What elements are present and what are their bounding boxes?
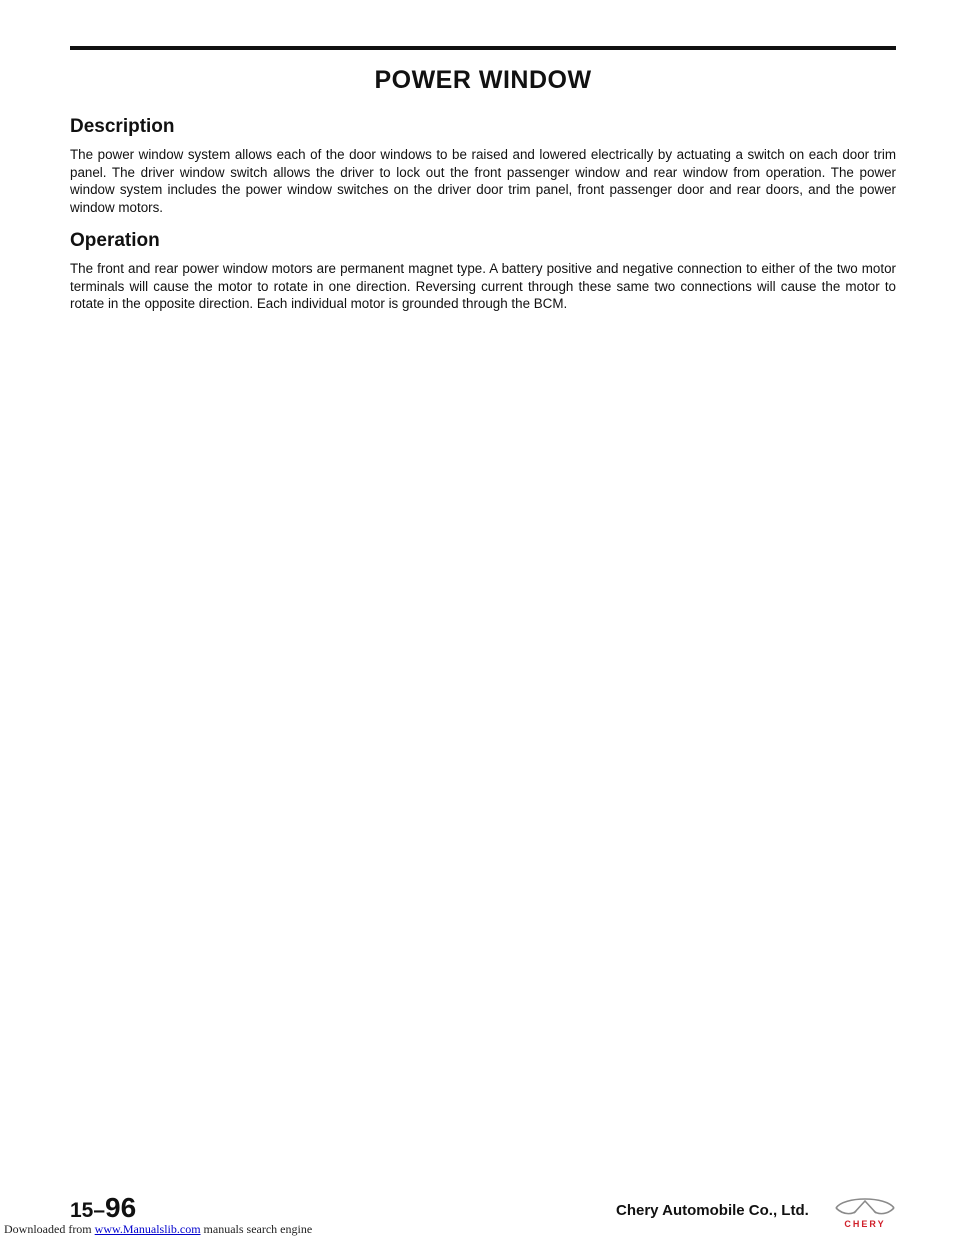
manualslib-link[interactable]: www.Manualslib.com <box>94 1222 201 1236</box>
page-number <box>70 1192 136 1224</box>
chery-logo-icon <box>832 1196 898 1230</box>
company-name: Chery Automobile Co., Ltd. <box>616 1202 809 1219</box>
chapter-number: 15– <box>70 1199 106 1222</box>
section-heading-operation: Operation <box>70 230 160 251</box>
description-paragraph: The power window system allows each of the door windows to be raised and lowered electrically by actuating a switch on each door trim panel. The driver window switch allows the driver to lock out the front passenger window and rear window from operation. The power window system includes the power window switches on the driver door trim panel, front passenger door and rear doors, and the power window motors. <box>70 147 896 215</box>
logo-text: CHERY <box>844 1219 886 1229</box>
section-heading-description: Description <box>70 116 175 137</box>
download-prefix: Downloaded from <box>4 1222 92 1236</box>
top-rule <box>70 46 896 50</box>
download-source-line <box>4 1222 312 1237</box>
page-title: POWER WINDOW <box>374 66 592 94</box>
page-number-value: 96 <box>105 1192 137 1223</box>
download-suffix: manuals search engine <box>203 1222 313 1236</box>
operation-paragraph: The front and rear power window motors are permanent magnet type. A battery positive and negative connection to either of the two motor terminals will cause the motor to rotate in one direction. Reversing current through these same two connections will cause the motor to rotate in the opposite direction. Each individual motor is grounded through the BCM. <box>70 261 896 311</box>
